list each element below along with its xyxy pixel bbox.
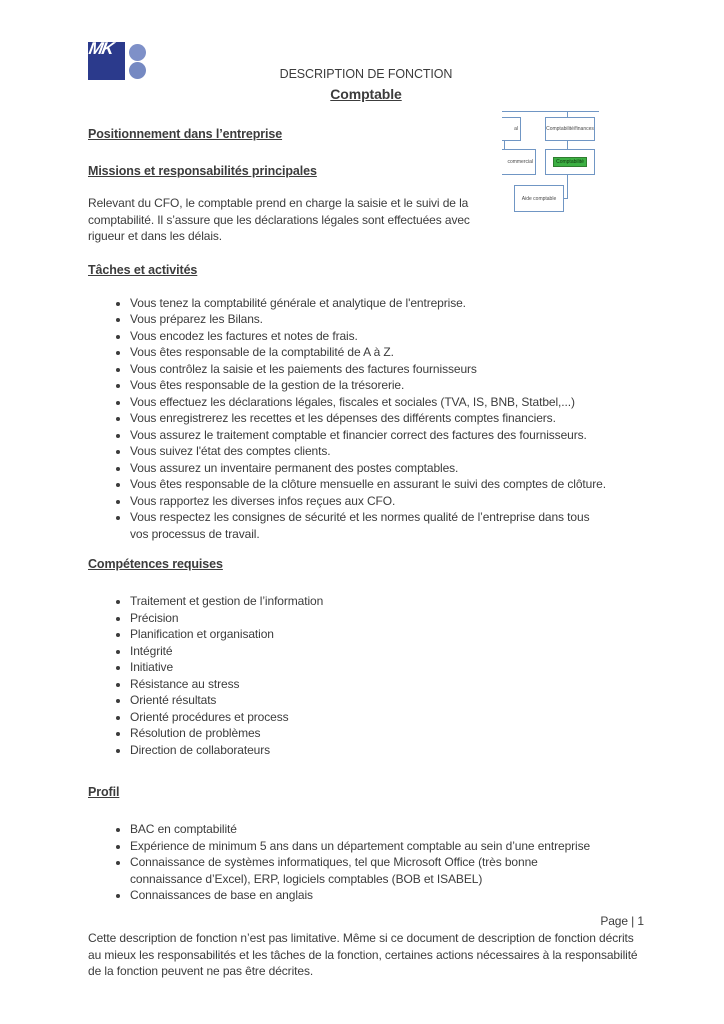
competence-list <box>88 593 644 758</box>
competence-item: • Résolution de problèmes <box>130 725 644 742</box>
company-logo <box>88 40 148 82</box>
competence-item: • Orienté procédures et process <box>130 709 644 726</box>
footer-disclaimer: Cette description de fonction n’est pas limitative. Même si ce document de description de fonction décrits au mieux les responsabilités et les tâches de la fonction, certaines actions nécessaires à la responsabilité de la fonction peuvent ne pas être décrites. <box>88 931 638 978</box>
logo-letters: MK <box>87 39 115 58</box>
heading-positionnement: Positionnement dans l’entreprise <box>88 127 283 141</box>
task-item: • Vous assurez le traitement comptable et financier correct des factures des fournisseurs. <box>130 427 608 444</box>
competence-item: • Résistance au stress <box>130 676 644 693</box>
doc-type-line: DESCRIPTION DE FONCTION <box>279 67 453 81</box>
org-chart-box-finances <box>545 117 595 141</box>
task-item: • Vous contrôlez la saisie et les paiements des factures fournisseurs <box>130 361 608 378</box>
org-chart-top-line <box>502 111 599 112</box>
competence-item: • Précision <box>130 610 644 627</box>
competence-item: • Traitement et gestion de l’information <box>130 593 644 610</box>
competence-item: • Direction de collaborateurs <box>130 742 644 759</box>
logo-circle-top <box>129 44 146 61</box>
task-item: • Vous encodez les factures et notes de frais. <box>130 328 608 345</box>
org-chart-label: al <box>514 126 518 132</box>
task-item: • Vous êtes responsable de la comptabilité de A à Z. <box>130 344 608 361</box>
page-number: Page | 1 <box>600 913 644 928</box>
task-item: • Vous tenez la comptabilité générale et analytique de l'entreprise. <box>130 295 608 312</box>
task-item: • Vous préparez les Bilans. <box>130 311 608 328</box>
task-item: • Vous respectez les consignes de sécurité et les normes qualité de l’entreprise dans tous vos processus de travail. <box>130 509 608 542</box>
task-item: • Vous effectuez les déclarations légales, fiscales et sociales (TVA, IS, BNB, Statbel,...) <box>130 394 608 411</box>
missions-paragraph: Relevant du CFO, le comptable prend en charge la saisie et le suivi de la comptabilité. Il s’assure que les déclarations légales sont effectuées avec rigueur et dans les délais. <box>88 196 470 243</box>
org-chart-connector <box>504 141 505 149</box>
org-chart-box-top-left <box>502 117 521 141</box>
org-chart-box-comptabilite <box>545 149 595 175</box>
org-chart-label: Comptabilité/finances <box>546 126 594 132</box>
logo-square <box>87 39 125 80</box>
profile-item: • Connaissances de base en anglais <box>130 887 608 904</box>
org-chart-label: Aide comptable <box>521 195 557 202</box>
org-chart-highlighted-label: Comptabilité <box>553 157 587 167</box>
task-item: • Vous enregistrerez les recettes et les dépenses des différents comptes financiers. <box>130 410 608 427</box>
org-chart-connector <box>567 141 568 149</box>
org-chart-image <box>502 103 599 213</box>
profile-list <box>88 821 608 904</box>
task-list <box>88 295 608 543</box>
task-item: • Vous assurez un inventaire permanent des postes comptables. <box>130 460 608 477</box>
competence-item: • Planification et organisation <box>130 626 644 643</box>
heading-missions: Missions et responsabilités principales <box>88 164 317 178</box>
task-item: • Vous êtes responsable de la clôture mensuelle en assurant le suivi des comptes de clôture. <box>130 476 608 493</box>
org-chart-connector <box>567 175 568 199</box>
profile-item: • BAC en comptabilité <box>130 821 608 838</box>
profile-item: • Connaissance de systèmes informatiques, tel que Microsoft Office (très bonne connaissance d’Excel), ERP, logiciels comptables (BOB et ISABEL) <box>130 854 608 887</box>
logo-circle-bottom <box>129 62 146 79</box>
page-title: Comptable <box>330 85 402 102</box>
competence-item: • Orienté résultats <box>130 692 644 709</box>
heading-taches: Tâches et activités <box>88 262 198 277</box>
task-item: • Vous suivez l'état des comptes clients. <box>130 443 608 460</box>
task-item: • Vous êtes responsable de la gestion de la trésorerie. <box>130 377 608 394</box>
org-chart-box-commercial <box>502 149 536 175</box>
heading-competences: Compétences requises <box>88 557 223 571</box>
task-item: • Vous rapportez les diverses infos reçues aux CFO. <box>130 493 608 510</box>
competence-item: • Initiative <box>130 659 644 676</box>
competence-item: • Intégrité <box>130 643 644 660</box>
profile-item: • Expérience de minimum 5 ans dans un département comptable au sein d’une entreprise <box>130 838 608 855</box>
org-chart-label: commercial <box>507 159 533 165</box>
heading-profil: Profil <box>88 785 120 799</box>
org-chart-box-aide-comptable <box>514 185 564 212</box>
